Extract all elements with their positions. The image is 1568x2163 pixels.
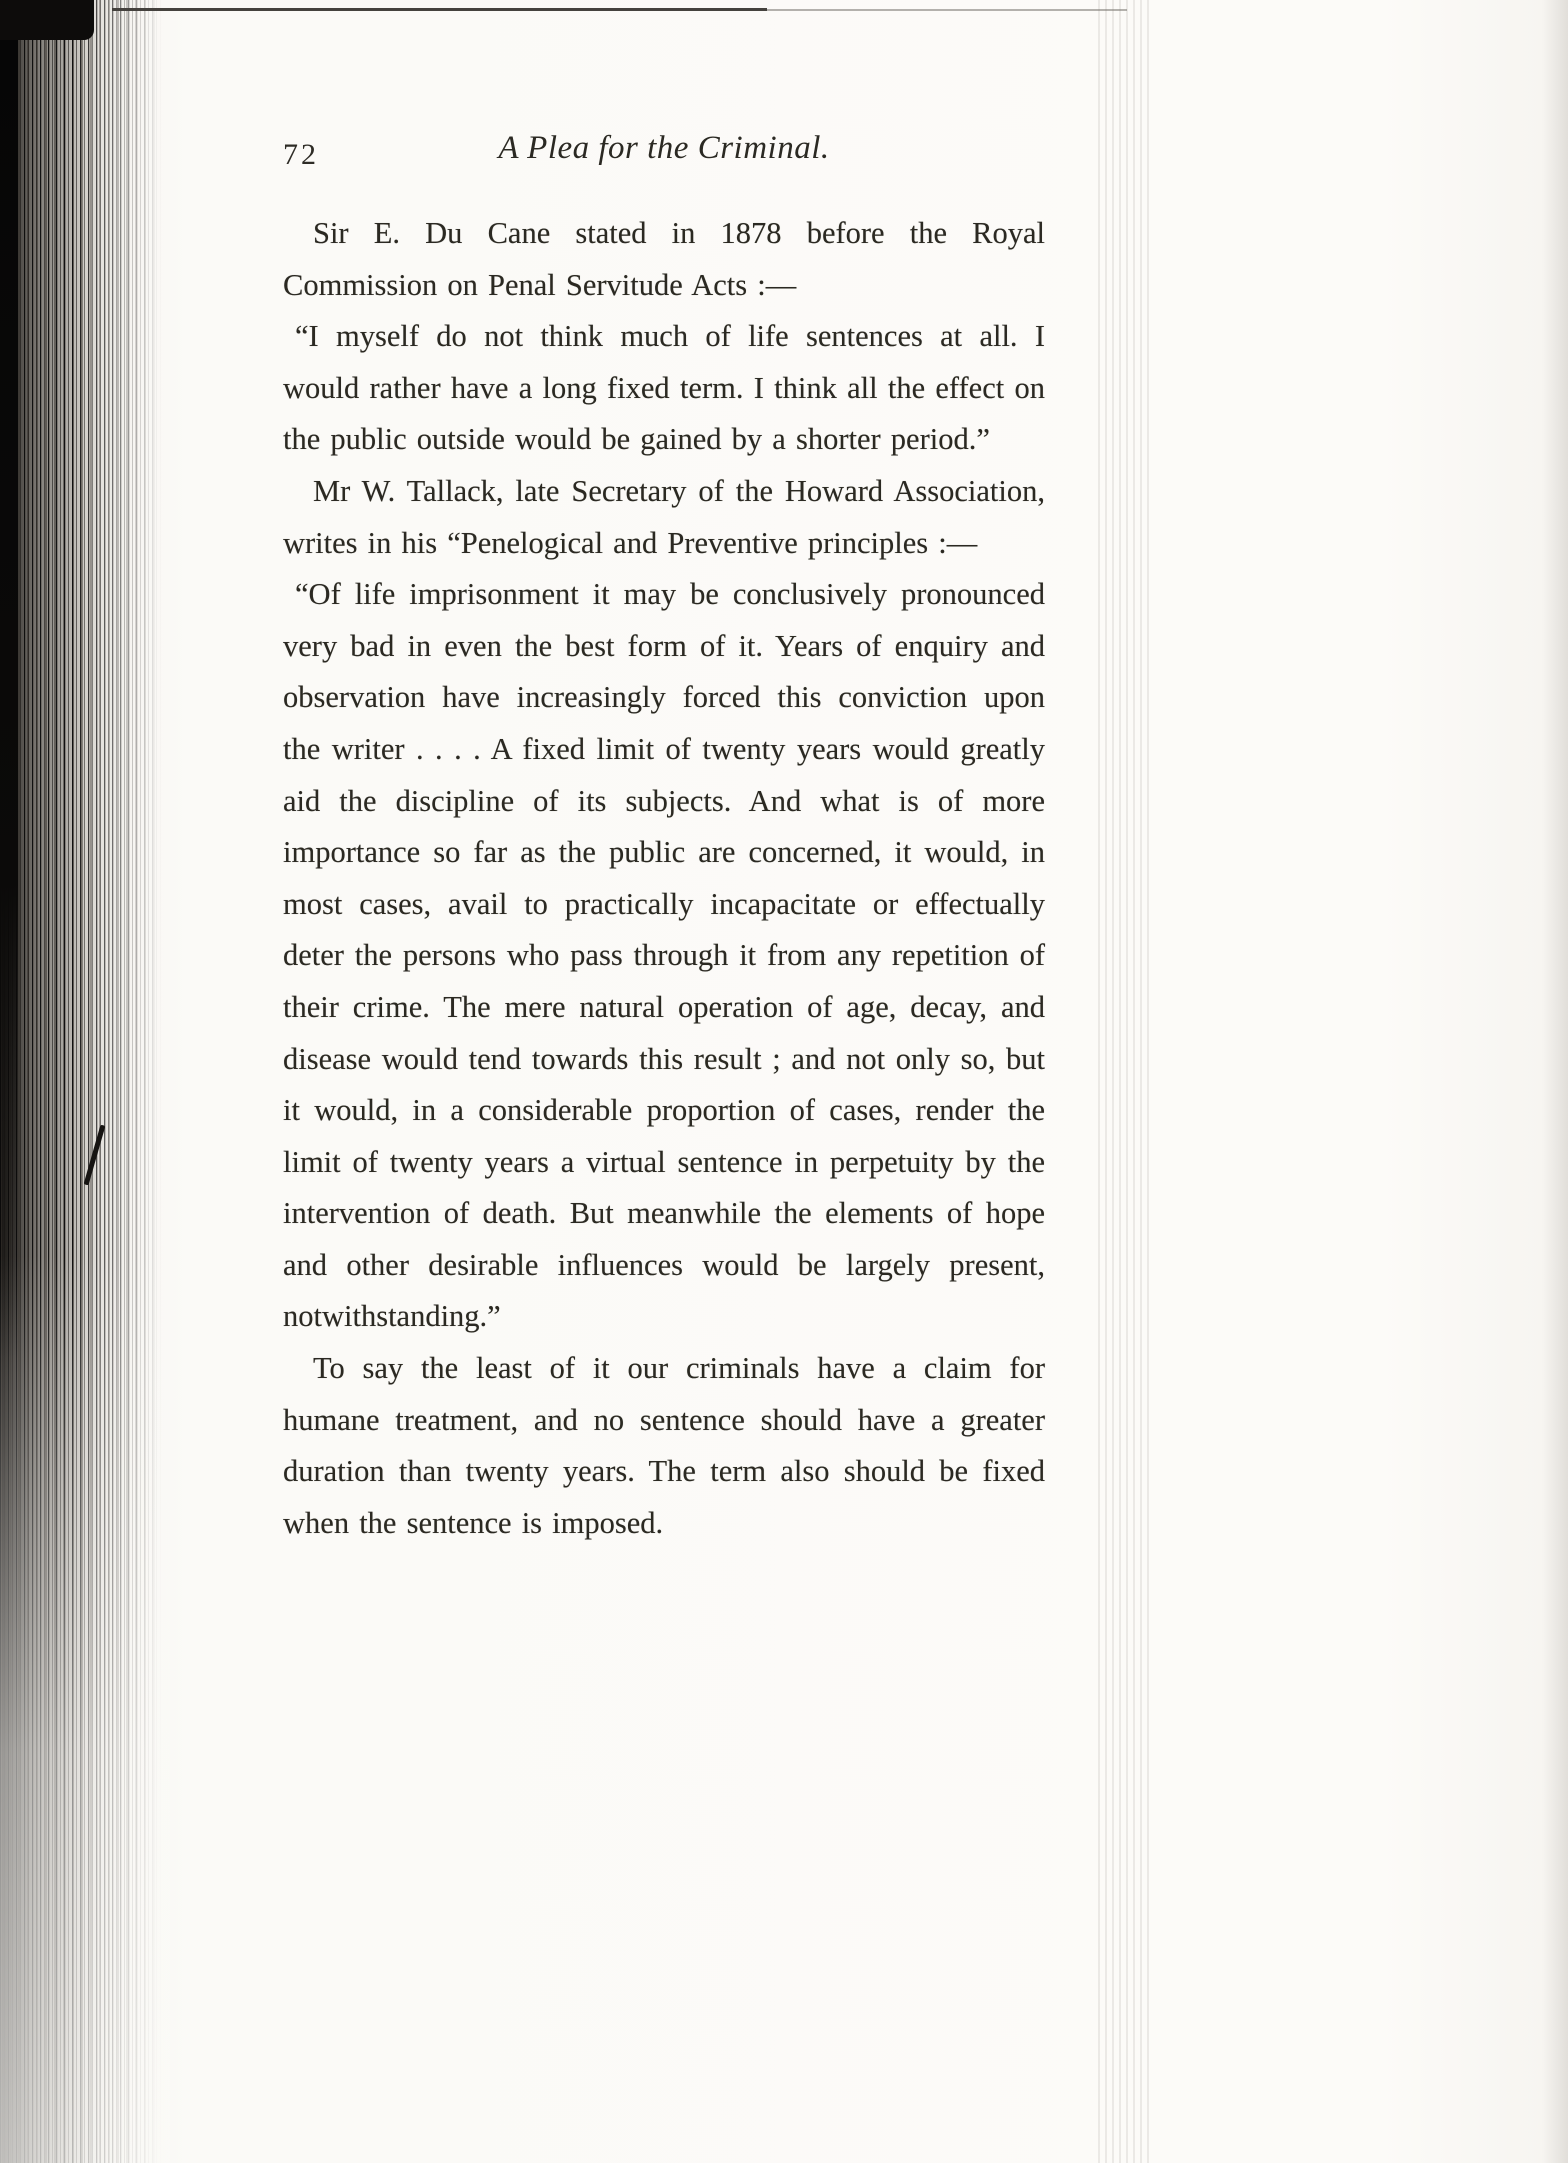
top-edge-rule-faint — [767, 9, 1127, 11]
page-number: 72 — [283, 138, 319, 171]
top-edge-rule — [112, 8, 767, 11]
right-edge-shadow — [1542, 0, 1568, 2163]
body-copy — [283, 208, 1045, 1549]
paragraph-conclusion: To say the least of it our criminals have a claim for humane treatment, and no sentence should have a greater duration than twenty years. The term also should be fixed when the sentence is imposed. — [283, 1351, 1045, 1540]
binding-fade-overlay — [0, 1255, 170, 2163]
paragraph-quote-ducane: “I myself do not think much of life sentences at all. I would rather have a long fixed term. I think all the effect on the public outside would be gained by a shorter period.” — [283, 319, 1045, 457]
page-header — [283, 130, 1045, 184]
paragraph-quote-tallack: “Of life imprisonment it may be conclusively pronounced very bad in even the best form of it. Years of enquiry and observation have increasingly forced this conviction upon the writer . . . . A fixed limit of twenty years would greatly aid the discipline of its subjects. And what is of more importance so far as the public are concerned, it would, in most cases, avail to practically incapacitate or effectually deter the persons who pass through it from any repetition of their crime. The mere natural operation of age, decay, and disease would tend towards this result ; and not only so, but it would, in a considerable proportion of cases, render the limit of twenty years a virtual sentence in perpetuity by the intervention of death. But meanwhile the elements of hope and other desirable influences would be largely present, notwithstanding.” — [283, 577, 1045, 1334]
right-scan-streaks — [1098, 0, 1150, 2163]
page-text-block — [283, 130, 1045, 1549]
left-edge-shadow — [0, 0, 18, 1360]
running-title: A Plea for the Criminal. — [498, 130, 830, 166]
paragraph-attribution-ducane: Sir E. Du Cane stated in 1878 before the Royal Commission on Penal Servitude Acts :— — [283, 216, 1045, 302]
top-left-scan-blotch — [0, 0, 94, 40]
paragraph-attribution-tallack: Mr W. Tallack, late Secretary of the Howard Association, writes in his “Penelogical and Preventive principles :— — [283, 473, 1045, 560]
